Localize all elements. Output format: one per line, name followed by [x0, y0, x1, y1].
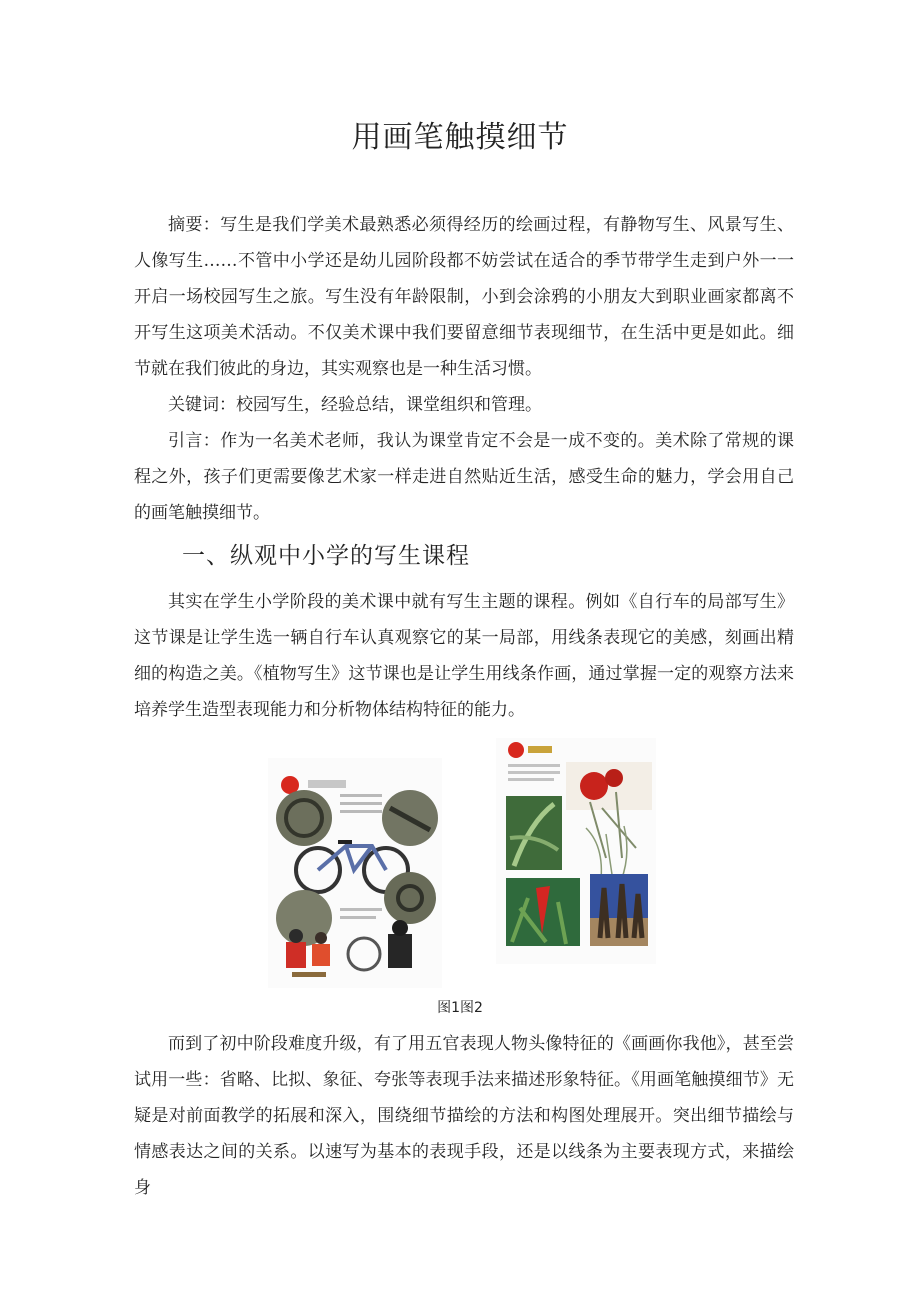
body-paragraph: 而到了初中阶段难度升级，有了用五官表现人物头像特征的《画画你我他》，甚至尝试用一些：省略、比拟、象征、夸张等表现手法来描述形象特征。《用画笔触摸细节》无疑是对前面教学的拓展和深入，围绕细节描绘的方法和构图处理展开。突出细节描绘与情感表达之间的关系。以速写为基本的表现手段，还是以线条为主要表现方式，来描绘身	[134, 1034, 794, 1198]
body-paragraph: 其实在学生小学阶段的美术课中就有写生主题的课程。例如《自行车的局部写生》这节课是让学生选一辆自行车认真观察它的某一局部，用线条表现它的美感，刻画出精细的构造之美。《植物写生》这节课也是让学生用线条作画，通过掌握一定的观察方法来培养学生造型表现能力和分析物体结构特征的能力。	[134, 592, 794, 720]
figure-bicycle-page	[268, 758, 442, 988]
figure-caption: 图1图2	[437, 1000, 483, 1016]
intro-paragraph: 引言：作为一名美术老师，我认为课堂肯定不会是一成不变的。美术除了常规的课程之外，孩子们更需要像艺术家一样走进自然贴近生活，感受生命的魅力，学会用自己的画笔触摸细节。	[134, 431, 794, 523]
section-heading: 一、纵观中小学的写生课程	[182, 543, 470, 569]
keywords-paragraph: 关键词：校园写生，经验总结，课堂组织和管理。	[168, 395, 542, 415]
page-title: 用画笔触摸细节	[351, 120, 569, 155]
abstract-paragraph: 摘要：写生是我们学美术最熟悉必须得经历的绘画过程，有静物写生、风景写生、人像写生……不管中小学还是幼儿园阶段都不妨尝试在适合的季节带学生走到户外一一开启一场校园写生之旅。写生没有年龄限制，小到会涂鸦的小朋友大到职业画家都离不开写生这项美术活动。不仅美术课中我们要留意细节表现细节，在生活中更是如此。细节就在我们彼此的身边，其实观察也是一种生活习惯。	[134, 215, 794, 379]
figure-plant-page	[496, 738, 656, 964]
